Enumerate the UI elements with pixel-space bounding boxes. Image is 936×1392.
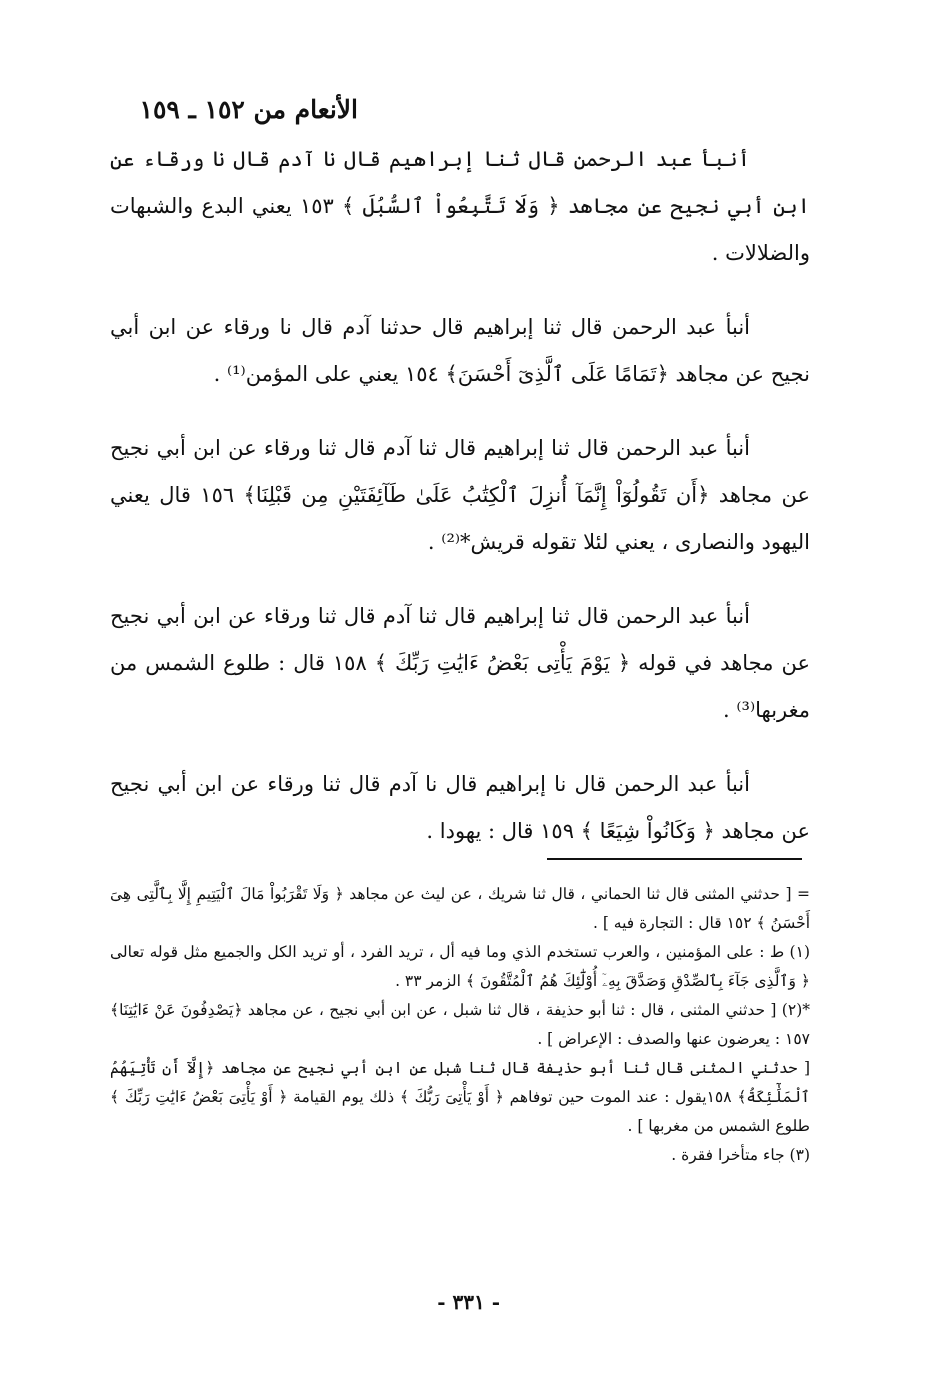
footnote-1: (١) ط : على المؤمنين ، والعرب تستخدم الذي وما فيه أل ، تريد الفرد ، أو تريد الكل والجميع مثل قوله تعالى ﴿ وَٱلَّذِى جَآءَ بِٱلصِّدْقِ وَصَدَّقَ بِهِۦٓ أُوْلَٰٓئِكَ هُمُ ٱلْمُتَّقُونَ ﴾ الزمر ٣٣ . [110,943,810,990]
paragraph-3: أنبأ عبد الرحمن قال ثنا إبراهيم قال ثنا آدم قال ثنا ورقاء عن ابن أبي نجيح عن مجاهد ﴿أَن تَقُولُوٓاْ إِنَّمَآ أُنزِلَ ٱلْكِتَٰبُ عَلَىٰ طَآئِفَتَيْنِ مِن قَبْلِنَا﴾ ١٥٦ قال يعني اليهود والنصارى ، يعني لئلا تقوله قريش*⁽²⁾ . [110,436,810,554]
document-page [110,95,810,1355]
footnote-2b: [ حدثني المثنى قال ثنا أبو حذيفة قال ثنا شبل عن ابن أبي نجيح عن مجاهد ﴿إِلَّآ أَن تَأْتِيَهُمُ ٱلْمَلَٰٓئِكَةُ﴾ ١٥٨يقول : عند الموت حين توفاهم ﴿ أَوْ يَأْتِىَ رَبُّكَ ﴾ ذلك يوم القيامة ﴿ أَوْ يَأْتِىَ بَعْضُ ءَايَٰتِ رَبِّكَ ﴾ طلوع الشمس من مغربها ] . [110,1059,810,1135]
footnote-3: (٣) جاء متأخرا فقرة . [671,1146,810,1164]
paragraph-2: أنبأ عبد الرحمن قال ثنا إبراهيم قال حدثنا آدم قال نا ورقاء عن ابن أبي نجيح عن مجاهد ﴿تَمَامًا عَلَى ٱلَّذِىٓ أَحْسَنَ﴾ ١٥٤ يعني على المؤمن⁽¹⁾ . [110,315,810,386]
footnote-2a: *(٢) [ حدثني المثنى ، قال : ثنا أبو حذيفة ، قال ثنا شبل ، عن ابن أبي نجيح ، عن مجاهد ﴿يَصْدِفُونَ عَنْ ءَايَٰتِنَا﴾ ١٥٧ : يعرضون عنها والصدف : الإعراض ] . [110,1001,810,1048]
paragraph-4: أنبأ عبد الرحمن قال ثنا إبراهيم قال ثنا آدم قال ثنا ورقاء عن ابن أبي نجيح عن مجاهد في قوله ﴿ يَوْمَ يَأْتِى بَعْضُ ءَايَٰتِ رَبِّكَ ﴾ ١٥٨ قال : طلوع الشمس من مغربها⁽³⁾ . [110,604,810,722]
footnotes-section [110,880,810,1170]
page-header-title: الأنعام من ١٥٢ ـ ١٥٩ [139,95,358,124]
footnote-divider [547,858,802,860]
page-number: - ٣٣١ - [437,1290,500,1314]
footnote-continuation: = [ حدثني المثنى قال ثنا الحماني ، قال ثنا شريك ، عن ليث عن مجاهد ﴿ وَلَا تَقْرَبُواْ مَالَ ٱلْيَتِيمِ إِلَّا بِٱلَّتِى هِىَ أَحْسَنُ ﴾ ١٥٢ قال : التجارة فيه ] . [110,885,810,932]
paragraph-5: أنبأ عبد الرحمن قال نا إبراهيم قال نا آدم قال ثنا ورقاء عن ابن أبي نجيح عن مجاهد ﴿ وَكَانُواْ شِيَعًا ﴾ ١٥٩ قال : يهودا . [110,772,810,843]
paragraph-1: أنبأ عبد الرحمن قال ثنا إبراهيم قال نا آدم قال نا ورقاء عن ابن أبي نجيح عن مجاهد ﴿ وَلَا تَتَّبِعُواْ ٱلسُّبُلَ ﴾ ١٥٣ يعني البدع والشبهات والضلالات . [110,147,810,265]
